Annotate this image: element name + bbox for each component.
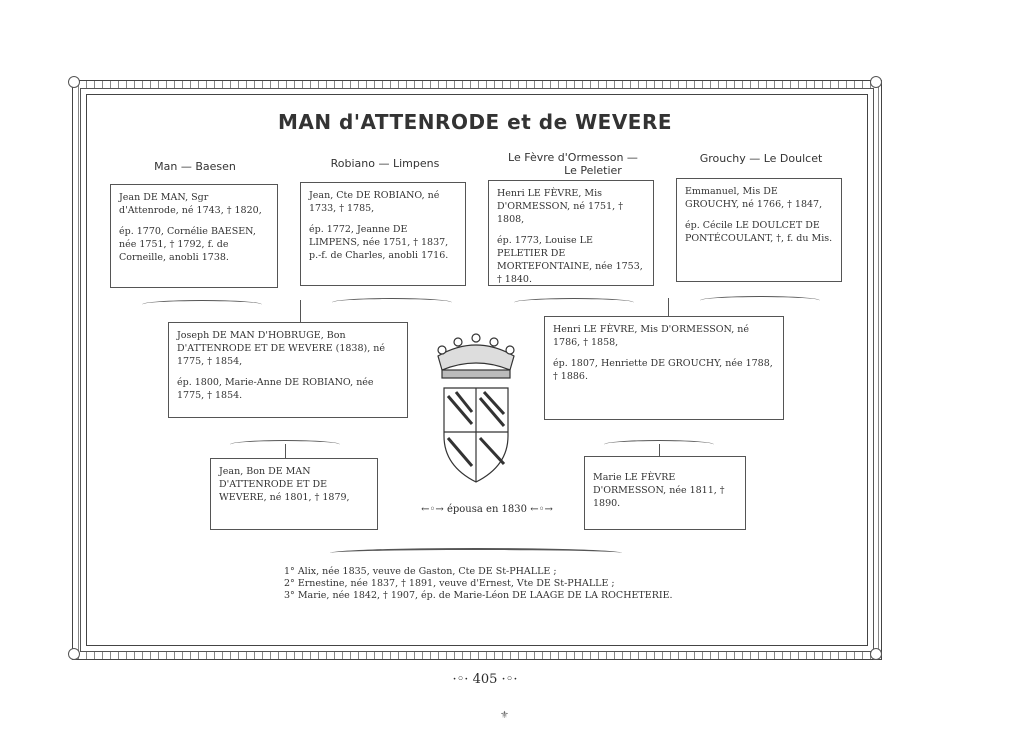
column-heading-line-2: Le Peletier <box>564 164 622 177</box>
person-entry: Henri LE FÈVRE, Mis D'ORMESSON, né 1751, † 1808, <box>497 188 623 225</box>
connector-brace <box>142 300 262 309</box>
coat-of-arms-icon <box>428 326 524 486</box>
spouse-entry: ép. 1772, Jeanne DE LIMPENS, née 1751, † 1837, p.-f. de Charles, anobli 1716. <box>309 224 449 261</box>
spouse-entry: ép. Cécile LE DOULCET DE PONTÉCOULANT, †, f. du Mis. <box>685 220 833 244</box>
person-entry: Jean, Bon DE MAN D'ATTENRODE ET DE WEVERE, né 1801, † 1879, <box>219 466 350 503</box>
genealogy-box-marie-le-fevre <box>584 456 746 530</box>
genealogy-box-jean-de-man <box>110 184 278 288</box>
genealogy-box-henri-le-fevre-d-ormesson <box>544 316 784 420</box>
corner-ornament <box>68 648 80 660</box>
marriage-line <box>414 504 560 515</box>
genealogy-box-jean-baron-de-man <box>210 458 378 530</box>
person-entry: Joseph DE MAN D'HOBRUGE, Bon D'ATTENRODE ET DE WEVERE (1838), né 1775, † 1854, <box>177 330 386 367</box>
column-heading-lefevre-peletier <box>488 151 658 177</box>
spouse-entry: ép. 1770, Cornélie BAESEN, née 1751, † 1792, f. de Corneille, anobli 1738. <box>119 226 256 263</box>
marriage-ornament-left: ←◦→ <box>421 504 444 515</box>
connector-stem <box>285 444 286 458</box>
person-entry: Henri LE FÈVRE, Mis D'ORMESSON, né 1786, † 1858, <box>553 324 750 348</box>
page-title: MAN d'ATTENRODE et de WEVERE <box>277 110 673 134</box>
connector-stem <box>300 300 301 322</box>
corner-ornament <box>870 76 882 88</box>
connector-brace <box>332 298 452 307</box>
connector-stem <box>659 444 660 456</box>
page-ornament-right: ·◦· <box>501 672 518 687</box>
spouse-entry: ép. 1800, Marie-Anne DE ROBIANO, née 1775, † 1854. <box>177 377 374 401</box>
bottom-ornament-icon: ⚜ <box>500 710 509 721</box>
children-brace <box>330 548 622 558</box>
connector-stem <box>668 298 669 316</box>
person-entry: Jean DE MAN, Sgr d'Attenrode, né 1743, † 1820, <box>119 192 262 216</box>
column-heading-robiano-limpens: Robiano — Limpens <box>330 157 440 170</box>
connector-brace <box>700 296 820 305</box>
marriage-text: épousa en 1830 <box>446 504 528 515</box>
child-entry-ernestine: 2° Ernestine, née 1837, † 1891, veuve d'Ernest, Vte DE St-PHALLE ; <box>284 578 615 589</box>
marriage-ornament-right: ←◦→ <box>530 504 553 515</box>
genealogy-box-jean-de-robiano <box>300 182 466 286</box>
genealogy-box-emmanuel-de-grouchy <box>676 178 842 282</box>
person-entry: Jean, Cte DE ROBIANO, né 1733, † 1785, <box>309 190 440 214</box>
spouse-entry: ép. 1773, Louise LE PELETIER DE MORTEFONTAINE, née 1753, † 1840. <box>497 235 643 285</box>
page-ornament-left: ·◦· <box>452 672 469 687</box>
child-entry-marie: 3° Marie, née 1842, † 1907, ép. de Marie-Léon DE LAAGE DE LA ROCHETERIE. <box>284 590 673 601</box>
children-list <box>284 566 724 602</box>
spouse-entry: ép. 1807, Henriette DE GROUCHY, née 1788, † 1886. <box>553 358 773 382</box>
person-entry: Marie LE FÈVRE D'ORMESSON, née 1811, † 1890. <box>593 472 725 509</box>
column-heading-grouchy-doulcet: Grouchy — Le Doulcet <box>699 152 823 165</box>
child-entry-alix: 1° Alix, née 1835, veuve de Gaston, Cte DE St-PHALLE ; <box>284 566 557 577</box>
genealogy-box-joseph-de-man <box>168 322 408 418</box>
person-entry: Emmanuel, Mis DE GROUCHY, né 1766, † 1847, <box>685 186 823 210</box>
connector-brace <box>514 298 634 307</box>
page-number-value: 405 <box>472 672 498 687</box>
column-heading-man-baesen: Man — Baesen <box>154 160 236 173</box>
page-number <box>440 672 530 687</box>
corner-ornament <box>870 648 882 660</box>
genealogy-box-henri-le-fevre <box>488 180 654 286</box>
corner-ornament <box>68 76 80 88</box>
column-heading-line-1: Le Fèvre d'Ormesson — <box>508 151 638 164</box>
